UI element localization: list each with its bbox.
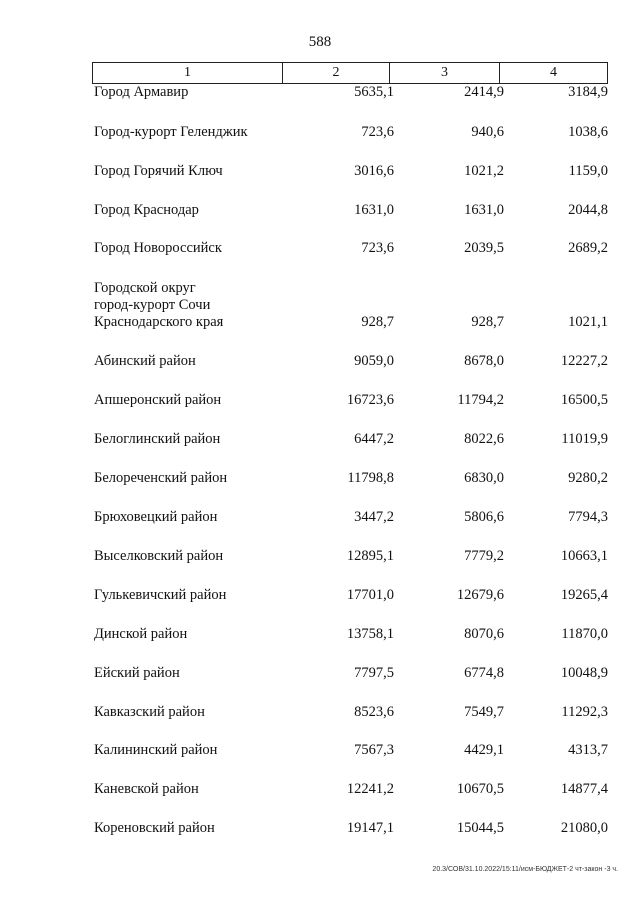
row-value-col-3: 8070,6 — [464, 626, 504, 642]
row-name: Выселковский район — [94, 548, 224, 564]
row-value-col-4: 4313,7 — [568, 742, 608, 758]
table-row — [92, 124, 612, 146]
row-value-col-2: 723,6 — [361, 240, 394, 256]
row-value-col-2: 5635,1 — [354, 84, 394, 100]
row-value-col-2: 3447,2 — [354, 509, 394, 525]
row-value-col-2: 17701,0 — [346, 587, 394, 603]
table-row — [92, 470, 612, 492]
row-name: Калининский район — [94, 742, 218, 758]
row-name: Брюховецкий район — [94, 509, 218, 525]
row-value-col-3: 940,6 — [471, 124, 504, 140]
row-value-col-3: 12679,6 — [456, 587, 504, 603]
row-value-col-3: 15044,5 — [456, 820, 504, 836]
table-row — [92, 240, 612, 262]
row-value-col-2: 6447,2 — [354, 431, 394, 447]
row-value-col-4: 1021,1 — [568, 314, 608, 330]
row-value-col-3: 6830,0 — [464, 470, 504, 486]
row-value-col-3: 2039,5 — [464, 240, 504, 256]
row-name: Белоглинский район — [94, 431, 221, 447]
row-value-col-3: 6774,8 — [464, 665, 504, 681]
row-value-col-4: 19265,4 — [560, 587, 608, 603]
row-name: Город-курорт Геленджик — [94, 124, 248, 140]
row-name: Белореченский район — [94, 470, 228, 486]
row-name: Гулькевичский район — [94, 587, 227, 603]
row-value-col-4: 16500,5 — [560, 392, 608, 408]
row-name: Каневской район — [94, 781, 199, 797]
row-value-col-2: 8523,6 — [354, 704, 394, 720]
row-value-col-2: 7567,3 — [354, 742, 394, 758]
table-row — [92, 353, 612, 375]
row-value-col-3: 7779,2 — [464, 548, 504, 564]
table-row — [92, 392, 612, 414]
table-row — [92, 431, 612, 453]
row-value-col-2: 11798,8 — [347, 470, 394, 486]
header-col-4: 4 — [550, 65, 557, 80]
row-value-col-3: 10670,5 — [456, 781, 504, 797]
row-value-col-2: 19147,1 — [346, 820, 394, 836]
row-value-col-4: 7794,3 — [568, 509, 608, 525]
row-value-col-4: 12227,2 — [560, 353, 608, 369]
table-row — [92, 704, 612, 726]
row-value-col-3: 11794,2 — [457, 392, 504, 408]
row-name: Кавказский район — [94, 704, 205, 720]
row-value-col-3: 7549,7 — [464, 704, 504, 720]
row-value-col-2: 12895,1 — [346, 548, 394, 564]
row-value-col-2: 928,7 — [361, 314, 394, 330]
table-row — [92, 163, 612, 185]
row-value-col-3: 4429,1 — [464, 742, 504, 758]
table-row — [92, 781, 612, 803]
row-value-col-2: 723,6 — [361, 124, 394, 140]
row-value-col-4: 21080,0 — [560, 820, 608, 836]
row-value-col-4: 3184,9 — [568, 84, 608, 100]
page-number: 588 — [308, 34, 332, 50]
table-row — [92, 84, 612, 106]
row-name: Динской район — [94, 626, 188, 642]
table-row — [92, 509, 612, 531]
row-name: Кореновский район — [94, 820, 215, 836]
row-value-col-2: 3016,6 — [354, 163, 394, 179]
table-row — [92, 280, 612, 340]
row-name: Город Новороссийск — [94, 240, 222, 256]
table-row — [92, 820, 612, 842]
row-value-col-2: 12241,2 — [346, 781, 394, 797]
row-value-col-2: 16723,6 — [346, 392, 394, 408]
table-row — [92, 626, 612, 648]
row-value-col-3: 8022,6 — [464, 431, 504, 447]
row-value-col-3: 1021,2 — [464, 163, 504, 179]
row-value-col-4: 14877,4 — [560, 781, 608, 797]
row-value-col-3: 2414,9 — [464, 84, 504, 100]
row-value-col-3: 1631,0 — [464, 202, 504, 218]
row-value-col-3: 5806,6 — [464, 509, 504, 525]
row-value-col-4: 1038,6 — [568, 124, 608, 140]
row-name: Ейский район — [94, 665, 180, 681]
table-row — [92, 548, 612, 570]
row-name: Город Армавир — [94, 84, 189, 100]
row-value-col-4: 1159,0 — [568, 163, 608, 179]
row-value-col-4: 2044,8 — [568, 202, 608, 218]
table-row — [92, 665, 612, 687]
header-col-1: 1 — [93, 63, 283, 83]
row-name: Апшеронский район — [94, 392, 222, 408]
row-name: Городской округ город-курорт Сочи Краснодарского края — [94, 280, 224, 330]
table-row — [92, 742, 612, 764]
row-value-col-2: 13758,1 — [346, 626, 394, 642]
row-name: Город Горячий Ключ — [94, 163, 223, 179]
table-header — [92, 62, 608, 84]
row-value-col-4: 9280,2 — [568, 470, 608, 486]
header-col-2: 2 — [283, 63, 390, 83]
row-name: Город Краснодар — [94, 202, 199, 218]
row-value-col-4: 11292,3 — [561, 704, 608, 720]
row-value-col-3: 8678,0 — [464, 353, 504, 369]
row-value-col-4: 11019,9 — [561, 431, 608, 447]
row-value-col-2: 9059,0 — [354, 353, 394, 369]
header-col-3: 3 — [390, 63, 500, 83]
table-row — [92, 587, 612, 609]
row-value-col-2: 1631,0 — [354, 202, 394, 218]
row-value-col-4: 10663,1 — [560, 548, 608, 564]
row-value-col-4: 11870,0 — [561, 626, 608, 642]
row-value-col-2: 7797,5 — [354, 665, 394, 681]
table-row — [92, 202, 612, 224]
row-name: Абинский район — [94, 353, 196, 369]
row-value-col-4: 10048,9 — [560, 665, 608, 681]
document-footer-code: 20.3/СОВ/31.10.2022/15:11/исм-БЮДЖЕТ-2 чт-закон -3 ч. — [432, 866, 618, 873]
row-value-col-4: 2689,2 — [568, 240, 608, 256]
row-value-col-3: 928,7 — [471, 314, 504, 330]
